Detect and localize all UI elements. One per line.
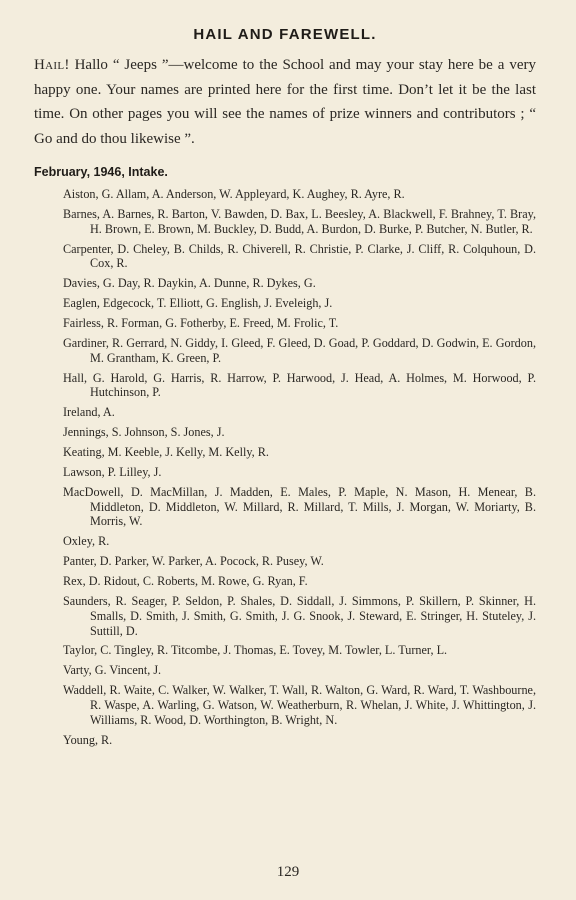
roster-group-r: Rex, D. Ridout, C. Roberts, M. Rowe, G. Ryan, F. bbox=[63, 574, 308, 589]
roster-group-w: Waddell, R. Waite, C. Walker, W. Walker, T. Wall, R. Walton, G. Ward, R. Ward, T. Washbourne, R. Waspe, A. Warling, G. Watson, W. Weatherburn, R. Whelan, J. White, J. Whittington, J. Williams, R. Wood, D. Worthington, B. Wright, N. bbox=[63, 683, 536, 727]
roster-group-e: Eaglen, Edgecock, T. Elliott, G. English, J. Eveleigh, J. bbox=[63, 296, 333, 311]
roster-group-l: Lawson, P. Lilley, J. bbox=[63, 465, 162, 480]
roster-group-m: MacDowell, D. MacMillan, J. Madden, E. Males, P. Maple, N. Mason, H. Menear, B. Middleton, D. Middleton, W. Millard, R. Millard, T. Mills, J. Morgan, W. Moriarty, B. Morris, W. bbox=[63, 485, 536, 529]
roster-group-s: Saunders, R. Seager, P. Seldon, P. Shales, D. Siddall, J. Simmons, P. Skillern, P. Skinner, H. Smalls, D. Smith, J. Smith, G. Smith, J. G. Snook, J. Steward, E. Stringer, H. Stuteley, J. Suttill, D. bbox=[63, 594, 536, 638]
intro-text: Hallo “ Jeeps ”—welcome to the School and may your stay here be a very happy one. Your names are printed here for the first time. Don’t let it be the last time. On other pages you will see the names of prize winners and contributors ; “ Go and do thou likewise ”. bbox=[34, 57, 536, 147]
roster-group-y: Young, R. bbox=[63, 732, 113, 747]
roster-group-p: Panter, D. Parker, W. Parker, A. Pocock, R. Pusey, W. bbox=[63, 554, 324, 569]
roster-group-k: Keating, M. Keeble, J. Kelly, M. Kelly, R. bbox=[63, 445, 269, 460]
name-roster bbox=[34, 187, 536, 747]
roster-group-d: Davies, G. Day, R. Daykin, A. Dunne, R. Dykes, G. bbox=[63, 276, 316, 291]
roster-group-b: Barnes, A. Barnes, R. Barton, V. Bawden, D. Bax, L. Beesley, A. Blackwell, F. Brahney, T. Bray, H. Brown, E. Brown, M. Buckley, D. Budd, A. Burdon, D. Burke, P. Butcher, N. Butler, R. bbox=[63, 206, 536, 236]
roster-group-i: Ireland, A. bbox=[63, 405, 115, 420]
roster-group-h: Hall, G. Harold, G. Harris, R. Harrow, P. Harwood, J. Head, A. Holmes, M. Horwood, P. Hutchinson, P. bbox=[63, 370, 536, 400]
page-number: 129 bbox=[276, 864, 300, 880]
roster-group-j: Jennings, S. Johnson, S. Jones, J. bbox=[63, 425, 225, 440]
roster-group-v: Varty, G. Vincent, J. bbox=[63, 663, 162, 678]
roster-group-c: Carpenter, D. Cheley, B. Childs, R. Chiverell, R. Christie, P. Clarke, J. Cliff, R. Colquhoun, D. Cox, R. bbox=[63, 241, 536, 271]
page-title: HAIL AND FAREWELL. bbox=[193, 26, 377, 43]
roster-group-o: Oxley, R. bbox=[63, 534, 110, 549]
intro-lead: Hail! bbox=[34, 57, 70, 73]
roster-group-a: Aiston, G. Allam, A. Anderson, W. Appleyard, K. Aughey, R. Ayre, R. bbox=[63, 187, 405, 201]
intro-paragraph bbox=[34, 53, 536, 151]
roster-group-t: Taylor, C. Tingley, R. Titcombe, J. Thomas, E. Tovey, M. Towler, L. Turner, L. bbox=[63, 643, 448, 658]
roster-group-f: Fairless, R. Forman, G. Fotherby, E. Freed, M. Frolic, T. bbox=[63, 316, 339, 331]
intake-heading: February, 1946, Intake. bbox=[34, 165, 168, 179]
roster-group-g: Gardiner, R. Gerrard, N. Giddy, I. Gleed, F. Gleed, D. Goad, P. Goddard, D. Godwin, E. Gordon, M. Grantham, K. Green, P. bbox=[63, 336, 536, 365]
